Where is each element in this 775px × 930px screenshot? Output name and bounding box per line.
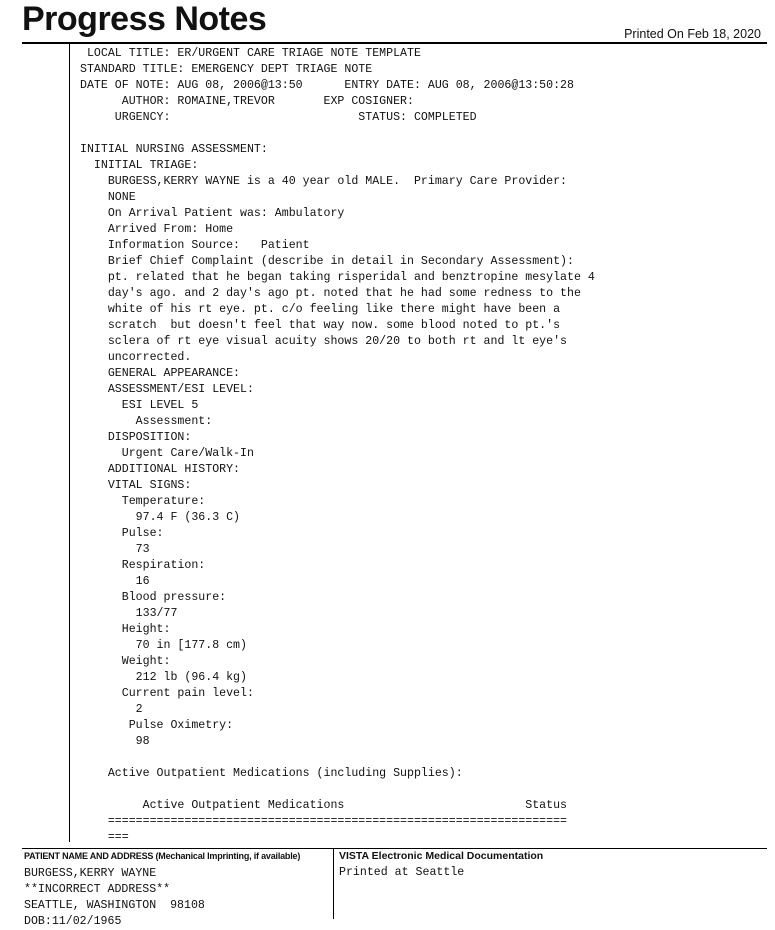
note-line: LOCAL TITLE: ER/URGENT CARE TRIAGE NOTE TEMPLATE [80,47,421,60]
note-line: BURGESS,KERRY WAYNE is a 40 year old MALE. Primary Care Provider: [80,175,568,188]
printed-at-location: Printed at Seattle [339,866,465,879]
patient-address-heading: PATIENT NAME AND ADDRESS (Mechanical Imprinting, if available) [24,851,301,861]
note-line: 73 [80,543,150,556]
address-line: DOB:11/02/1965 [24,915,122,928]
note-line: 212 lb (96.4 kg) [80,671,247,684]
note-line: Current pain level: [80,687,254,700]
note-line: 133/77 [80,607,178,620]
note-line: === [80,831,129,844]
note-line: 16 [80,575,150,588]
note-line: INITIAL TRIAGE: [80,159,199,172]
note-line: NONE [80,191,136,204]
note-line: DATE OF NOTE: AUG 08, 2006@13:50 ENTRY DATE: AUG 08, 2006@13:50:28 [80,79,574,92]
note-line: ESI LEVEL 5 [80,399,199,412]
vista-heading: VISTA Electronic Medical Documentation [339,850,544,862]
note-line: Temperature: [80,495,206,508]
note-line: sclera of rt eye visual acuity shows 20/20 to both rt and lt eye's [80,335,568,348]
header-rule [22,42,767,44]
note-line: Pulse Oximetry: [80,719,234,732]
note-line: 2 [80,703,143,716]
note-line: Pulse: [80,527,164,540]
left-margin-line [69,42,70,842]
note-line: Blood pressure: [80,591,227,604]
note-line: AUTHOR: ROMAINE,TREVOR EXP COSIGNER: [80,95,414,108]
note-line: uncorrected. [80,351,192,364]
note-line: white of his rt eye. pt. c/o feeling like there might have been a [80,303,561,316]
address-line: SEATTLE, WASHINGTON 98108 [24,899,205,912]
note-line: INITIAL NURSING ASSESSMENT: [80,143,268,156]
note-line: Urgent Care/Walk-In [80,447,254,460]
note-line: VITAL SIGNS: [80,479,192,492]
note-line: Arrived From: Home [80,223,234,236]
note-line: ADDITIONAL HISTORY: [80,463,241,476]
note-line: ASSESSMENT/ESI LEVEL: [80,383,254,396]
note-line: 98 [80,735,150,748]
note-line: 70 in [177.8 cm) [80,639,247,652]
note-line: scratch but doesn't feel that way now. some blood noted to pt.'s [80,319,561,332]
note-line: GENERAL APPEARANCE: [80,367,241,380]
footer-divider [333,848,334,919]
address-line: **INCORRECT ADDRESS** [24,883,171,896]
note-line: DISPOSITION: [80,431,192,444]
note-line: Assessment: [80,415,213,428]
footer-rule [22,848,767,849]
note-line: URGENCY: STATUS: COMPLETED [80,111,477,124]
note-line: pt. related that he began taking risperidal and benztropine mesylate 4 [80,271,595,284]
page-title: Progress Notes [22,0,267,38]
note-line: Respiration: [80,559,206,572]
note-body [80,46,595,846]
note-line: Active Outpatient Medications Status [80,799,568,812]
note-line: Height: [80,623,171,636]
patient-address-block [24,866,205,930]
note-line: On Arrival Patient was: Ambulatory [80,207,345,220]
note-line: Information Source: Patient [80,239,310,252]
note-line: 97.4 F (36.3 C) [80,511,241,524]
note-line: STANDARD TITLE: EMERGENCY DEPT TRIAGE NOTE [80,63,373,76]
address-line: BURGESS,KERRY WAYNE [24,867,157,880]
note-line: Weight: [80,655,171,668]
note-line: day's ago. and 2 day's ago pt. noted that he had some redness to the [80,287,581,300]
note-line: Active Outpatient Medications (including Supplies): [80,767,463,780]
note-line: ================================================================== [80,815,568,828]
printed-on-date: Printed On Feb 18, 2020 [624,27,761,41]
note-line: Brief Chief Complaint (describe in detail in Secondary Assessment): [80,255,574,268]
